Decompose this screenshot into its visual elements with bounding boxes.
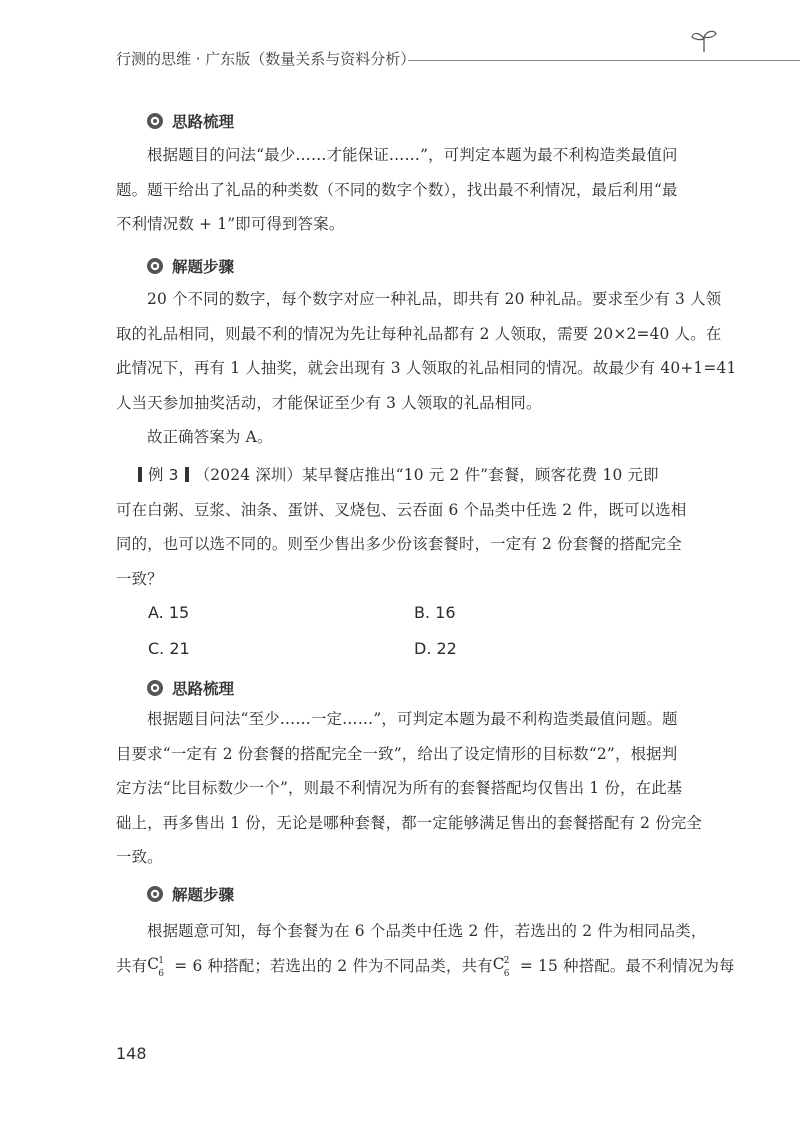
comb-symbol: C	[492, 954, 505, 973]
analysis-paragraph-2	[116, 702, 714, 875]
comb-subscript: 6	[503, 968, 510, 979]
option-d: D. 22	[414, 639, 457, 658]
steps-paragraph-2	[116, 914, 735, 983]
section-heading-steps-1	[146, 254, 234, 278]
text-line: 根据题意可知，每个套餐为在 6 个品类中任选 2 件，若选出的 2 件为相同品类，	[147, 922, 707, 940]
text-line-with-formula	[116, 949, 735, 984]
text-line: 20 个不同的数字，每个数字对应一种礼品，即共有 20 种礼品。要求至少有 3 人领	[147, 290, 722, 308]
text-line: 同的，也可以选不同的。则至少售出多少份该套餐时，一定有 2 份套餐的搭配完全	[116, 535, 682, 553]
option-a: A. 15	[148, 603, 190, 622]
text-line: 目要求“一定有 2 份套餐的搭配完全一致”，给出了设定情形的目标数“2”，根据判	[116, 744, 678, 763]
text-fragment: = 6 种搭配；若选出的 2 件为不同品类，共有	[169, 956, 493, 975]
text-line: 定方法“比目标数少一个”，则最不利情况为所有的套餐搭配均仅售出 1 份，在此基	[116, 779, 683, 797]
section-title: 解题步骤	[172, 258, 235, 276]
gear-bullet-icon	[146, 885, 164, 903]
text-fragment: 共有	[116, 956, 148, 975]
text-line: 此情况下，再有 1 人抽奖，就会出现有 3 人领取的礼品相同的情况。故最少有 40+1=41	[116, 359, 737, 377]
running-header	[116, 46, 716, 74]
text-line: 础上，再多售出 1 份，无论是哪种套餐，都一定能够满足售出的套餐搭配有 2 份完全	[116, 813, 703, 832]
sprout-icon	[690, 28, 718, 54]
option-b: B. 16	[414, 603, 456, 622]
gear-bullet-icon	[146, 679, 164, 697]
steps-paragraph-1	[116, 282, 737, 455]
section-heading-analysis-1	[146, 109, 234, 133]
section-heading-analysis-2	[146, 676, 234, 700]
gear-bullet-icon	[146, 257, 164, 275]
header-title: 行测的思维 · 广东版（数量关系与资料分析）	[116, 50, 416, 68]
section-title: 思路梳理	[172, 680, 235, 698]
text-line: （2024 深圳）某早餐店推出“10 元 2 件”套餐，顾客花费 10 元即	[194, 466, 659, 484]
header-rule	[408, 60, 800, 61]
example-first-line	[116, 458, 714, 493]
comb-superscript: 2	[503, 955, 510, 966]
example-bar-left	[138, 467, 142, 482]
comb-symbol: C	[147, 954, 160, 973]
text-line: 可在白粥、豆浆、油条、蛋饼、叉烧包、云吞面 6 个品类中任选 2 件，既可以选相	[116, 500, 687, 519]
option-c: C. 21	[148, 639, 190, 658]
text-line: 不利情况数 + 1”即可得到答案。	[116, 215, 345, 233]
page-number: 148	[116, 1044, 147, 1063]
text-line: 题。题干给出了礼品的种类数（不同的数字个数），找出最不利情况，最后利用“最	[116, 180, 678, 199]
text-line: 根据题目的问法“最少……才能保证……”，可判定本题为最不利构造类最值问	[147, 146, 678, 164]
combination-formula-2	[492, 954, 515, 979]
section-title: 解题步骤	[172, 886, 235, 904]
example-label: 例 3	[148, 466, 179, 484]
text-line: 取的礼品相同，则最不利的情况为先让每种礼品都有 2 人领取，需要 20×2=40 人。在	[116, 324, 722, 343]
combination-formula-1	[147, 954, 169, 979]
text-line: 人当天参加抽奖活动，才能保证至少有 3 人领取的礼品相同。	[116, 393, 542, 412]
text-line: 根据题目问法“至少……一定……”，可判定本题为最不利构造类最值问题。题	[147, 710, 678, 728]
example-bar-right	[185, 467, 189, 482]
section-title: 思路梳理	[172, 113, 235, 131]
answer-line: 故正确答案为 A。	[147, 428, 273, 446]
text-line: 一致？	[116, 569, 163, 588]
comb-subscript: 6	[158, 968, 165, 979]
text-fragment: = 15 种搭配。最不利情况为每	[514, 956, 735, 975]
comb-superscript: 1	[158, 955, 165, 966]
text-line: 一致。	[116, 848, 163, 866]
analysis-paragraph-1	[116, 138, 714, 242]
gear-bullet-icon	[146, 112, 164, 130]
example-question	[116, 458, 714, 596]
section-heading-steps-2	[146, 882, 234, 906]
